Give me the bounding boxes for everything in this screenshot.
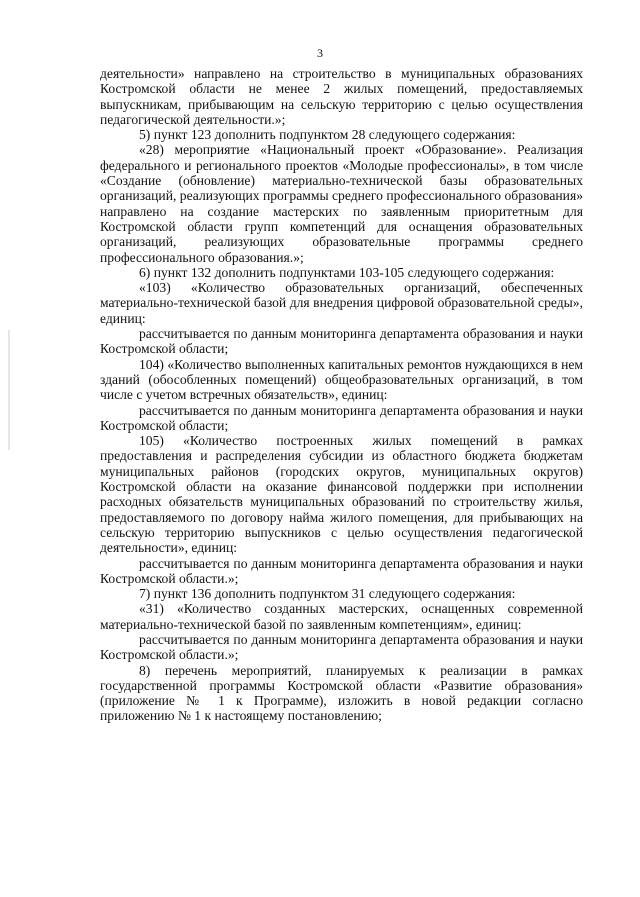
paragraph: «103) «Количество образовательных организаций, обеспеченных материально-технической базой для внедрения цифровой образовательной среды», единиц: [100, 280, 583, 326]
paragraph: деятельности» направлено на строительство в муниципальных образованиях Костромской области не менее 2 жилых помещений, предоставляемых выпускникам, прибывающим на сельскую территорию с целью осуществления педагогической деятельности.»; [100, 66, 583, 127]
paragraph: 8) перечень мероприятий, планируемых к реализации в рамках государственной программы Костромской области «Развитие образования» (приложение № 1 к Программе), изложить в новой редакции согласно приложению № 1 к настоящему постановлению; [100, 662, 583, 724]
paragraph: рассчитывается по данным мониторинга департамента образования и науки Костромской области.»; [100, 555, 583, 586]
scan-margin-shadow [8, 330, 10, 450]
paragraph: рассчитывается по данным мониторинга департамента образования и науки Костромской области; [100, 402, 583, 433]
paragraph: рассчитывается по данным мониторинга департамента образования и науки Костромской области; [100, 326, 583, 357]
paragraph: «28) мероприятие «Национальный проект «Образование». Реализация федерального и регионального проектов «Молодые профессионалы», в том числе «Создание (обновление) материально-технической базы образовательных организаций, реализующих программы среднего профессионального образования» направлено на создание мастерских по заявленным приоритетным для Костромской области групп компетенций для оснащения образовательных организаций, реализующих образовательные программы среднего профессионального образования.»; [100, 142, 583, 265]
paragraph: 6) пункт 132 дополнить подпунктами 103-105 следующего содержания: [139, 264, 555, 280]
paragraph: 5) пункт 123 дополнить подпунктом 28 следующего содержания: [139, 127, 516, 143]
paragraph: 105) «Количество построенных жилых помещений в рамках предоставления и распределения субсидии из областного бюджета бюджетам муниципальных районов (городских округов, муниципальных округов) Костромской области на оказание финансовой поддержки при исполнении расходных обязательств муниципальных образований по строительству жилья, предоставляемого по договору найма жилого помещения, для прибывающих на сельскую территорию выпускников с целью осуществления педагогической деятельности», единиц: [100, 433, 583, 556]
paragraph: 7) пункт 136 дополнить подпунктом 31 следующего содержания: [139, 586, 516, 602]
paragraph: «31) «Количество созданных мастерских, оснащенных современной материально-технической базой по заявленным компетенциям», единиц: [100, 601, 583, 632]
page-number: 3 [317, 46, 323, 60]
document-body [100, 66, 583, 724]
paragraph: рассчитывается по данным мониторинга департамента образования и науки Костромской области.»; [100, 631, 583, 663]
paragraph: 104) «Количество выполненных капитальных ремонтов нуждающихся в нем зданий (обособленных помещений) общеобразовательных организаций, в том числе с учетом встречных обязательств», единиц: [100, 356, 583, 403]
